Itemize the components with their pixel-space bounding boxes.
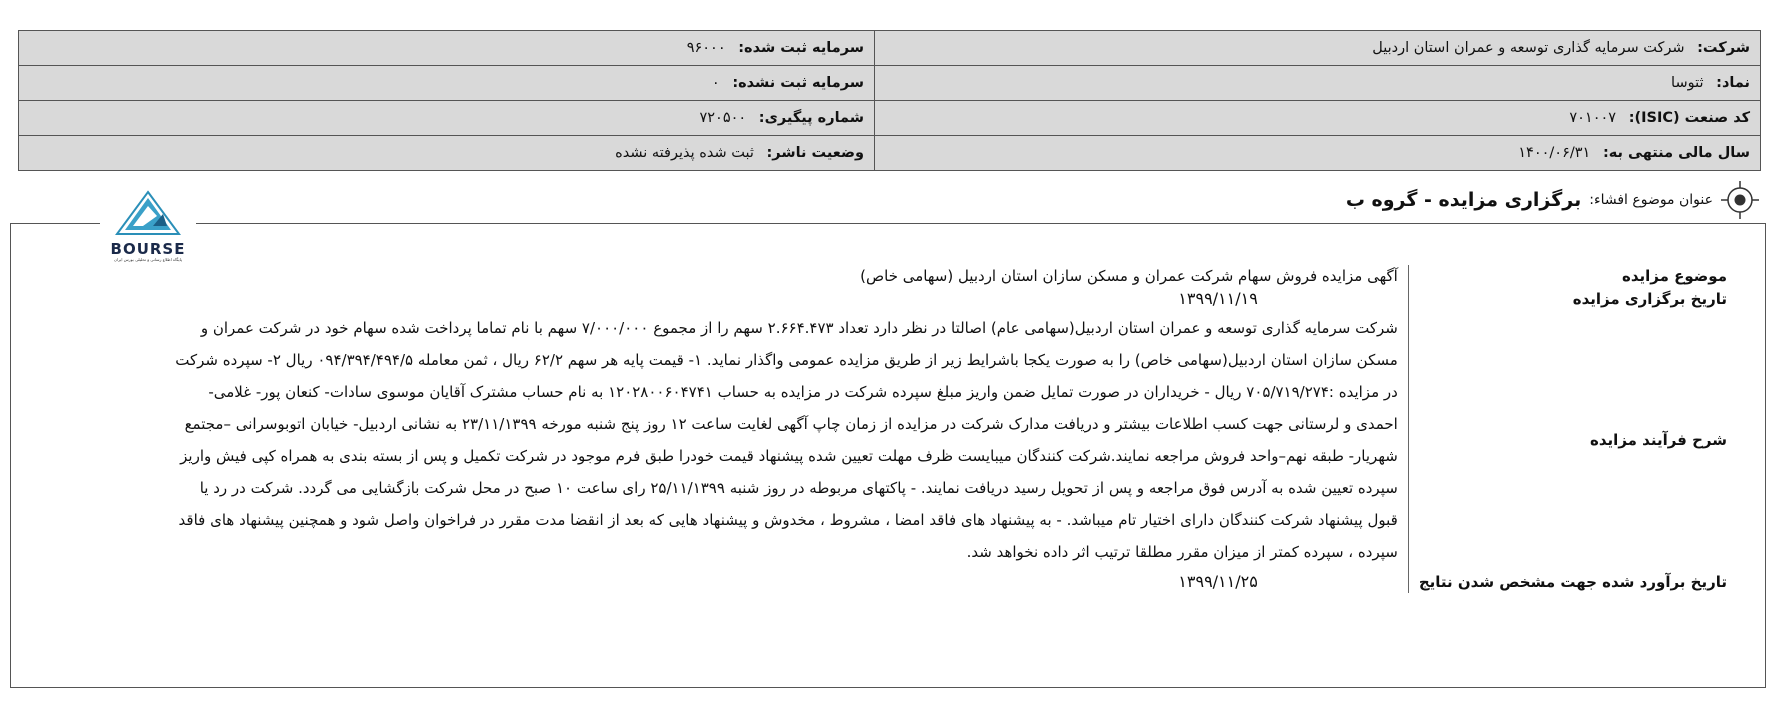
target-icon	[1721, 181, 1759, 219]
detail-row	[159, 310, 1737, 570]
auction-subject-value: آگهی مزایده فروش سهام شرکت عمران و مسکن سازان استان اردبیل (سهامی خاص)	[860, 267, 1398, 285]
info-row	[19, 31, 1761, 66]
detail-row	[159, 265, 1737, 287]
process-label: شرح فرآیند مزایده	[1408, 310, 1737, 570]
bourse-logo	[100, 190, 196, 270]
tracking-value: ۷۲۰۵۰۰	[699, 110, 747, 126]
symbol-cell	[875, 66, 1761, 101]
auction-date-label: تاریخ برگزاری مزایده	[1408, 287, 1737, 310]
logo-subtext: پایگاه اطلاع رسانی و تحلیلی بورس ایران	[114, 257, 182, 262]
logo-text: BOURSE	[110, 240, 186, 258]
subject-prefix: عنوان موضوع افشاء:	[1589, 192, 1713, 208]
fiscal-year-value: ۱۴۰۰/۰۶/۳۱	[1518, 145, 1591, 161]
detail-row	[159, 570, 1737, 593]
isic-value: ۷۰۱۰۰۷	[1569, 110, 1617, 126]
info-row	[19, 136, 1761, 171]
registered-capital-label: سرمایه ثبت شده:	[738, 40, 864, 56]
isic-cell	[875, 101, 1761, 136]
company-cell	[875, 31, 1761, 66]
detail-row	[159, 287, 1737, 310]
process-description: شرکت سرمایه گذاری توسعه و عمران استان اردبیل(سهامی عام) اصالتا در نظر دارد تعداد ۲.۶۶۴.۴۷۳ سهم را از مجموع ۷/۰۰۰/۰۰۰ سهم با نام تماما پرداخت شده سهام خود در شرکت عمران و مسکن سازان استان اردبیل(سهامی خاص) را به صورت یکجا باشرایط زیر از طریق مزایده عمومی واگذار نماید. ۱- قیمت پایه هر سهم ۶۲/۲ ریال ، ثمن معامله ۰۹۴/۳۹۴/۴۹۴/۵ ریال ۲- سپرده شرکت در مزایده :۷۰۵/۷۱۹/۲۷۴ ریال - خریداران در صورت تمایل ضمن واریز مبلغ سپرده شرکت در مزایده به حساب ۱۲۰۲۸۰۰۶۰۴۷۴۱ به نام حساب مشترک آقایان موسوی سادات- کنعان پور- غلامی- احمدی و لرستانی جهت کسب اطلاعات بیشتر و دریافت مدارک شرکت در مزایده از زمان چاپ آگهی لغایت ساعت ۱۲ روز پنج شنبه مورخه ۲۳/۱۱/۱۳۹۹ به نشانی اردبیل- خیابان اتوبوسرانی –مجتمع شهریار- طبقه نهم–واحد فروش مراجعه نمایند.شرکت کنندگان میبایست ظرف مهلت تعیین شده پیشنهاد قیمت خودرا طبق فرم موجود در شرکت تکمیل و پس از بسته بندی به همراه کپی فیش واریز سپرده تعیین شده به آدرس فوق مراجعه و پس از تحویل رسید دریافت نمایند. - پاکتهای مربوطه در روز شنبه ۲۵/۱۱/۱۳۹۹ رای ساعت ۱۰ صبح در محل شرکت بازگشایی می گردد. شرکت در رد یا قبول پیشنهاد شرکت کنندگان دارای اختیار تام میباشد. - به پیشنهاد های فاقد امضا ، مشروط ، مخدوش و پیشنهاد هایی که بعد از انقضا مدت مقرر در فراخوان واصل شود و همچنین پیشنهاد های فاقد سپرده ، سپرده کمتر از میزان مقرر مطلقا ترتیب اثر داده نخواهد شد.	[175, 319, 1398, 561]
auction-details-table	[159, 265, 1737, 593]
company-label: شرکت:	[1697, 40, 1750, 56]
tracking-label: شماره پیگیری:	[758, 110, 864, 126]
fiscal-year-cell	[875, 136, 1761, 171]
fiscal-year-label: سال مالی منتهی به:	[1602, 145, 1750, 161]
publisher-status-label: وضعیت ناشر:	[766, 145, 864, 161]
info-row	[19, 101, 1761, 136]
bourse-logo-mark	[113, 190, 183, 238]
results-date-value: ۱۳۹۹/۱۱/۲۵	[1178, 572, 1258, 591]
registered-capital-value: ۹۶۰۰۰	[686, 40, 726, 56]
symbol-label: نماد:	[1716, 75, 1750, 91]
company-info-table	[18, 30, 1761, 171]
symbol-value: ثتوسا	[1671, 75, 1704, 91]
subject-title: برگزاری مزایده - گروه ب	[1345, 189, 1582, 211]
registered-capital-cell	[19, 31, 875, 66]
disclosure-subject	[1346, 181, 1759, 219]
auction-date-value: ۱۳۹۹/۱۱/۱۹	[1178, 289, 1258, 308]
info-row	[19, 66, 1761, 101]
isic-label: کد صنعت (ISIC):	[1628, 110, 1750, 126]
unregistered-capital-label: سرمایه ثبت نشده:	[732, 75, 864, 91]
publisher-status-value: ثبت شده پذیرفته نشده	[615, 145, 754, 161]
company-value: شرکت سرمایه گذاری توسعه و عمران استان اردبیل	[1372, 40, 1685, 56]
results-date-label: تاریخ برآورد شده جهت مشخص شدن نتایج	[1408, 570, 1737, 593]
auction-subject-label: موضوع مزایده	[1408, 265, 1737, 287]
tracking-cell	[19, 101, 875, 136]
unregistered-capital-cell	[19, 66, 875, 101]
publisher-status-cell	[19, 136, 875, 171]
unregistered-capital-value: ۰	[711, 75, 720, 91]
